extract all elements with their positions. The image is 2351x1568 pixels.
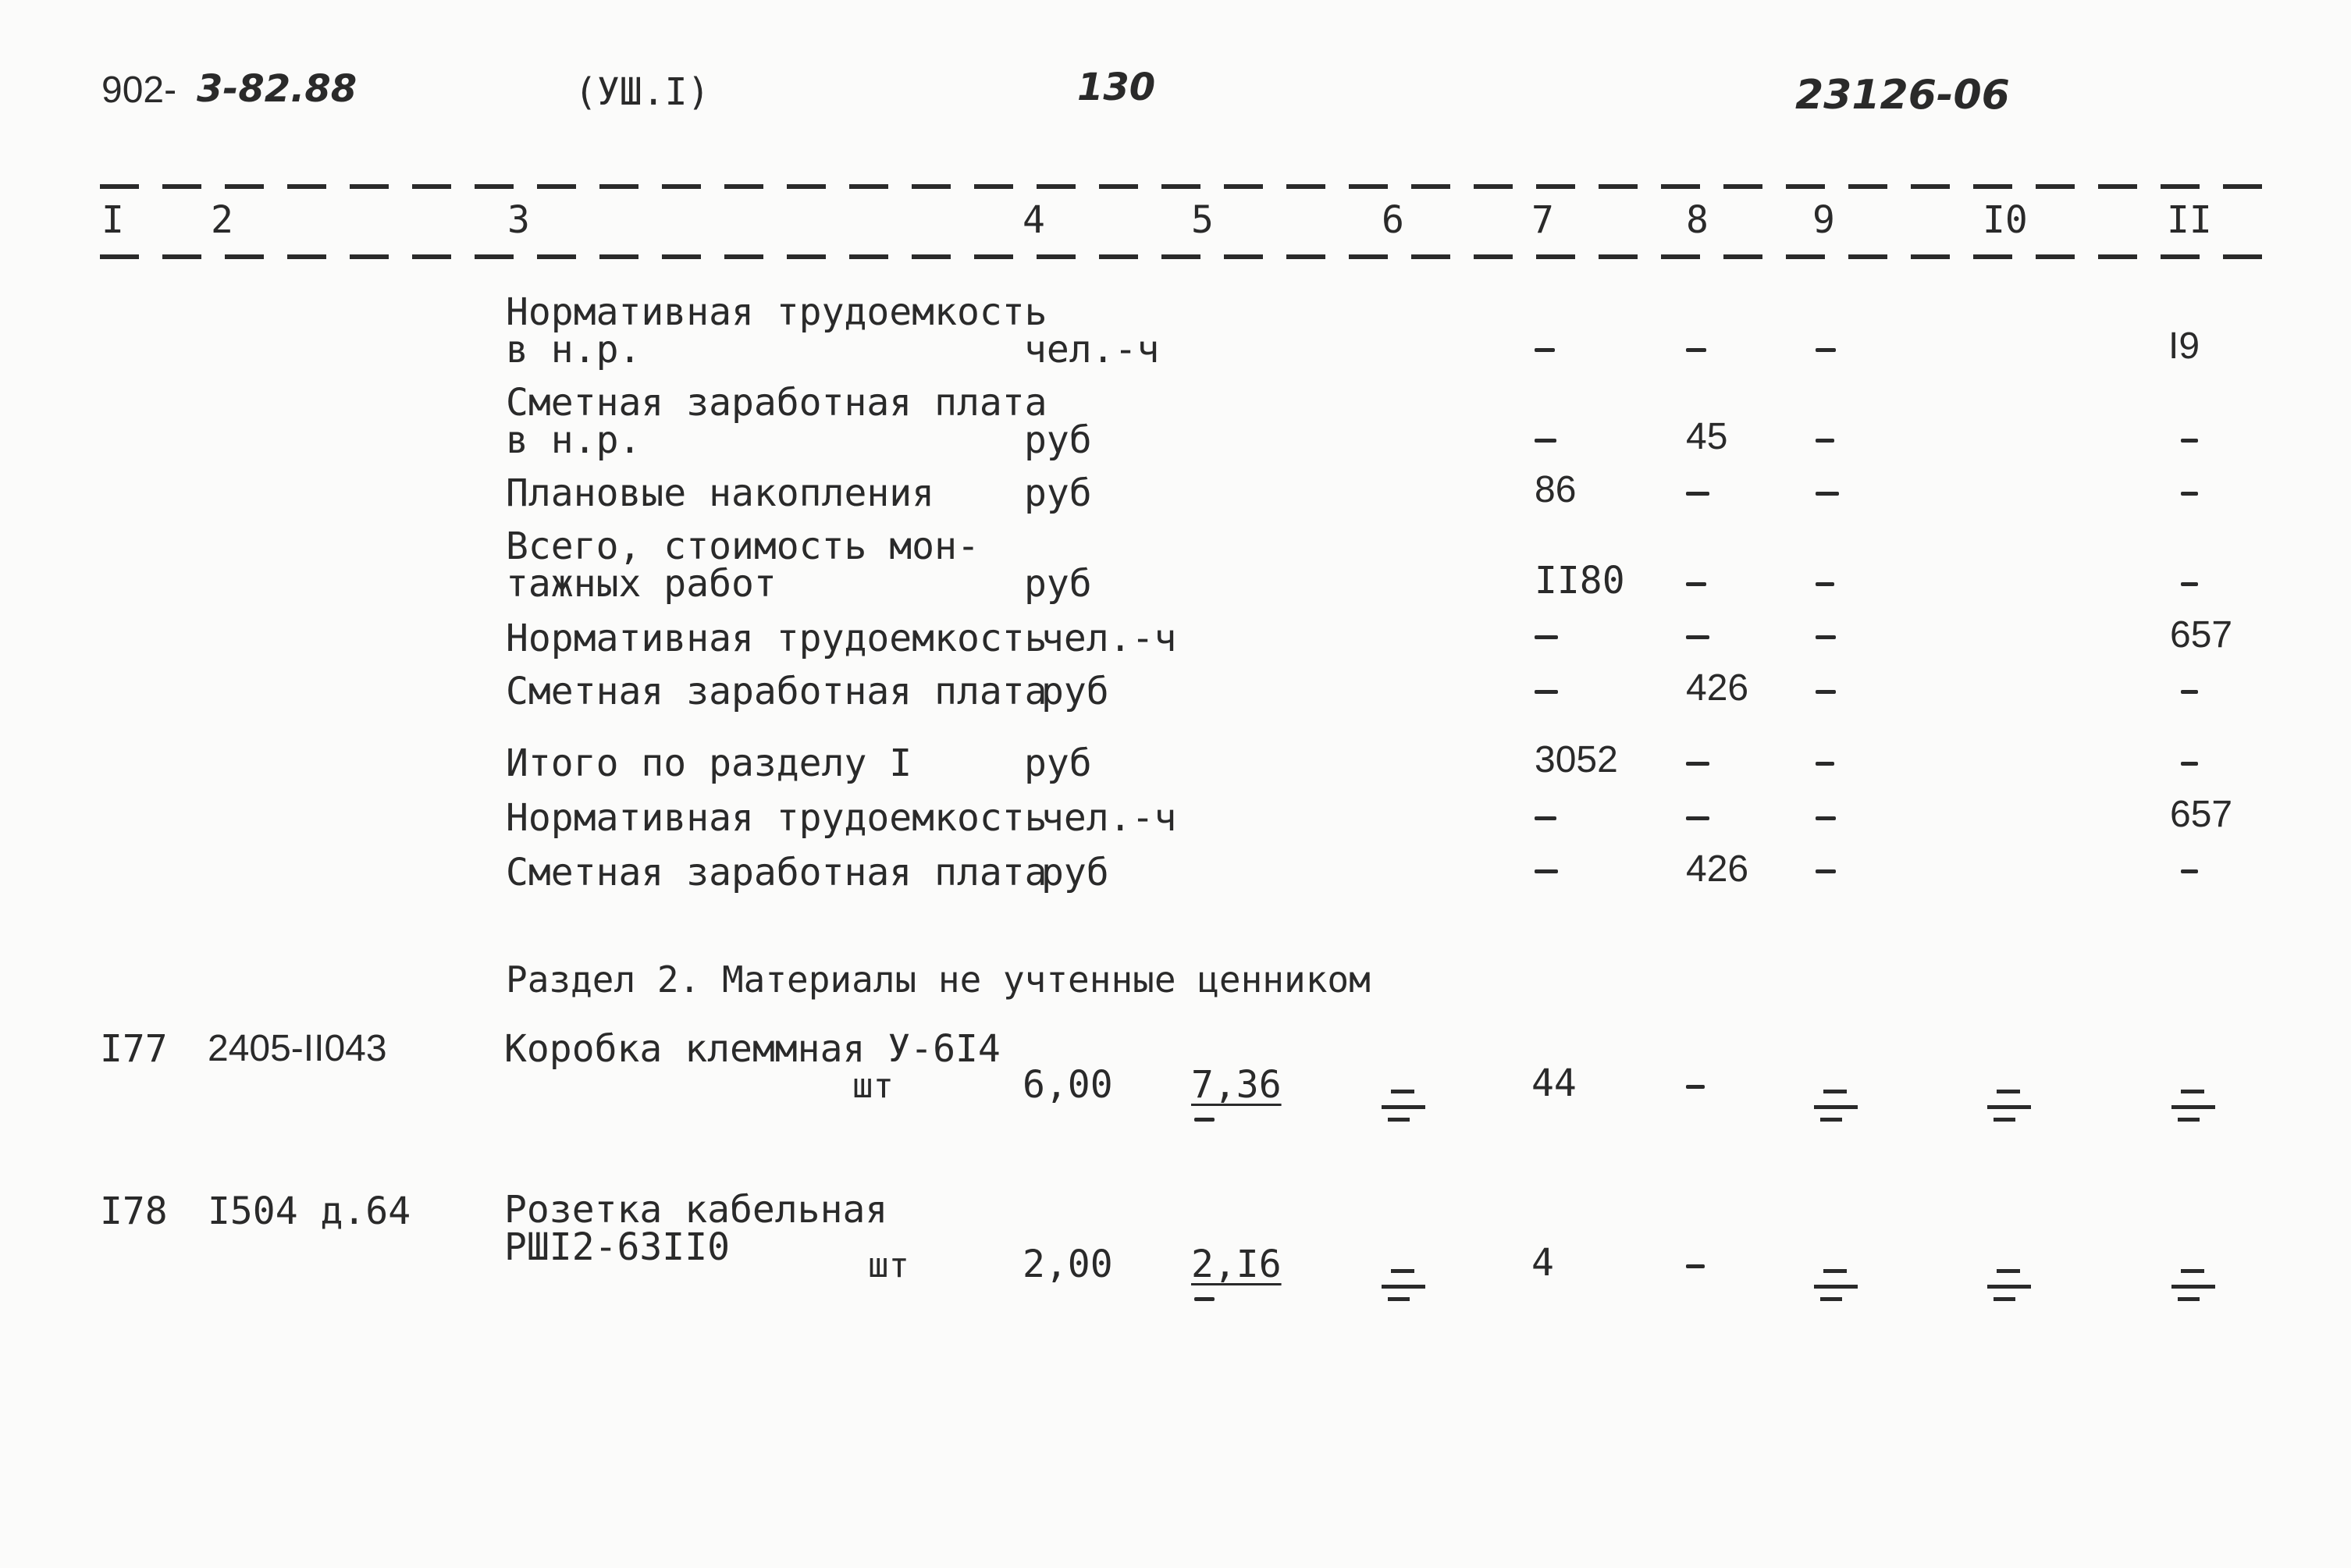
item-price: 2,I6 xyxy=(1191,1243,1282,1286)
col8-dash xyxy=(1686,492,1709,496)
item-code: 2405-II043 xyxy=(208,1028,387,1069)
col11-dash xyxy=(2181,582,2198,586)
item-quantity: 2,00 xyxy=(1023,1243,1113,1286)
fraction-dash xyxy=(1814,1266,1858,1303)
col7-dash xyxy=(1535,348,1555,352)
col7-dash xyxy=(1535,816,1556,820)
col8-dash xyxy=(1686,1085,1705,1089)
summary-label-cont: в н.р. xyxy=(506,328,642,372)
section-2-title: Раздел 2. Материалы не учтенные ценником xyxy=(506,958,1371,1001)
col7-value: II80 xyxy=(1535,559,1625,603)
item-unit: шт xyxy=(868,1246,909,1285)
col9-dash xyxy=(1816,635,1836,639)
price-sub-dash xyxy=(1194,1297,1215,1301)
summary-label-cont: тажных работ xyxy=(506,562,777,606)
item-number: I78 xyxy=(100,1189,168,1233)
document-code: 23126-06 xyxy=(1795,72,2010,119)
summary-unit: руб xyxy=(1024,562,1092,606)
summary-unit: руб xyxy=(1024,471,1092,515)
col8-value: 45 xyxy=(1686,416,1728,457)
summary-label: Всего, стоимость мон- xyxy=(506,524,980,568)
col-9: 9 xyxy=(1812,198,1835,242)
fraction-dash xyxy=(1382,1266,1425,1303)
col11-dash xyxy=(2181,869,2198,873)
col7-value: 86 xyxy=(1535,469,1577,510)
col11-dash xyxy=(2181,762,2198,766)
fraction-dash xyxy=(1814,1086,1858,1124)
col-6: 6 xyxy=(1382,198,1404,242)
col11-value: I9 xyxy=(2168,325,2200,367)
price-sub-dash xyxy=(1194,1118,1215,1122)
col9-dash xyxy=(1816,492,1839,496)
col8-dash xyxy=(1686,348,1706,352)
fraction-dash xyxy=(1987,1086,2031,1124)
item-name: Розетка кабельная xyxy=(504,1188,888,1232)
col11-dash xyxy=(2181,690,2198,694)
col9-dash xyxy=(1816,582,1834,586)
summary-label: Сметная заработная плата xyxy=(506,851,1047,894)
col8-value: 426 xyxy=(1686,667,1749,709)
fraction-dash xyxy=(1987,1266,2031,1303)
item-code: I504 д.64 xyxy=(208,1189,411,1233)
summary-unit: руб xyxy=(1041,851,1109,894)
col8-dash xyxy=(1686,582,1706,586)
col9-dash xyxy=(1816,348,1836,352)
item-number: I77 xyxy=(100,1027,168,1071)
item-name-cont: РШI2-63II0 xyxy=(504,1225,730,1269)
col8-value: 426 xyxy=(1686,848,1749,890)
summary-label: Нормативная трудоемкость xyxy=(506,617,1047,660)
summary-unit: руб xyxy=(1024,741,1092,785)
col8-dash xyxy=(1686,635,1709,639)
item-price: 7,36 xyxy=(1191,1063,1282,1107)
col9-dash xyxy=(1816,869,1836,873)
col9-dash xyxy=(1816,816,1836,820)
col-8: 8 xyxy=(1686,198,1709,242)
section-label: (УШ.I) xyxy=(574,70,710,114)
summary-unit: чел.-ч xyxy=(1024,328,1160,372)
col8-dash xyxy=(1686,1264,1705,1268)
summary-unit: чел.-ч xyxy=(1041,617,1177,660)
doc-number: 3-82.88 xyxy=(197,67,357,111)
fraction-dash xyxy=(1382,1086,1425,1124)
col11-value: 657 xyxy=(2170,794,2233,835)
col7-dash xyxy=(1535,635,1558,639)
col-2: 2 xyxy=(211,198,233,242)
summary-unit: руб xyxy=(1041,670,1109,713)
col-5: 5 xyxy=(1191,198,1214,242)
col-10: I0 xyxy=(1983,198,2028,242)
fraction-dash xyxy=(2171,1086,2215,1124)
col11-dash xyxy=(2181,492,2198,496)
summary-label: Сметная заработная плата xyxy=(506,381,1047,425)
col-4: 4 xyxy=(1023,198,1045,242)
fraction-dash xyxy=(2171,1266,2215,1303)
summary-label: Нормативная трудоемкость xyxy=(506,796,1047,840)
item-name: Коробка клеммная У-6I4 xyxy=(504,1027,1001,1071)
col7-dash xyxy=(1535,439,1556,443)
page-number: 130 xyxy=(1077,66,1156,109)
col9-dash xyxy=(1816,762,1834,766)
item-total: 4 xyxy=(1531,1241,1554,1285)
summary-label: Плановые накопления xyxy=(506,471,935,515)
col11-value: 657 xyxy=(2170,614,2233,656)
col7-dash xyxy=(1535,869,1558,873)
col11-dash xyxy=(2181,439,2198,443)
col-1: I xyxy=(101,198,124,242)
col-3: 3 xyxy=(507,198,530,242)
col7-value: 3052 xyxy=(1535,739,1618,780)
col7-dash xyxy=(1535,690,1558,694)
summary-label: Нормативная трудоемкость xyxy=(506,290,1047,334)
header-bottom-rule xyxy=(100,254,2270,259)
col9-dash xyxy=(1816,690,1836,694)
item-total: 44 xyxy=(1531,1061,1577,1105)
item-quantity: 6,00 xyxy=(1023,1063,1113,1107)
col8-dash xyxy=(1686,816,1709,820)
col-7: 7 xyxy=(1531,198,1554,242)
summary-unit: чел.-ч xyxy=(1041,796,1177,840)
col8-dash xyxy=(1686,762,1709,766)
summary-label: Сметная заработная плата xyxy=(506,670,1047,713)
section-total-label: Итого по разделу I xyxy=(506,741,912,785)
col-11: II xyxy=(2167,198,2212,242)
summary-label-cont: в н.р. xyxy=(506,418,642,462)
col9-dash xyxy=(1816,439,1834,443)
header-top-rule xyxy=(100,184,2270,189)
summary-unit: руб xyxy=(1024,418,1092,462)
item-unit: шт xyxy=(852,1066,894,1106)
doc-prefix: 902- xyxy=(101,69,177,111)
